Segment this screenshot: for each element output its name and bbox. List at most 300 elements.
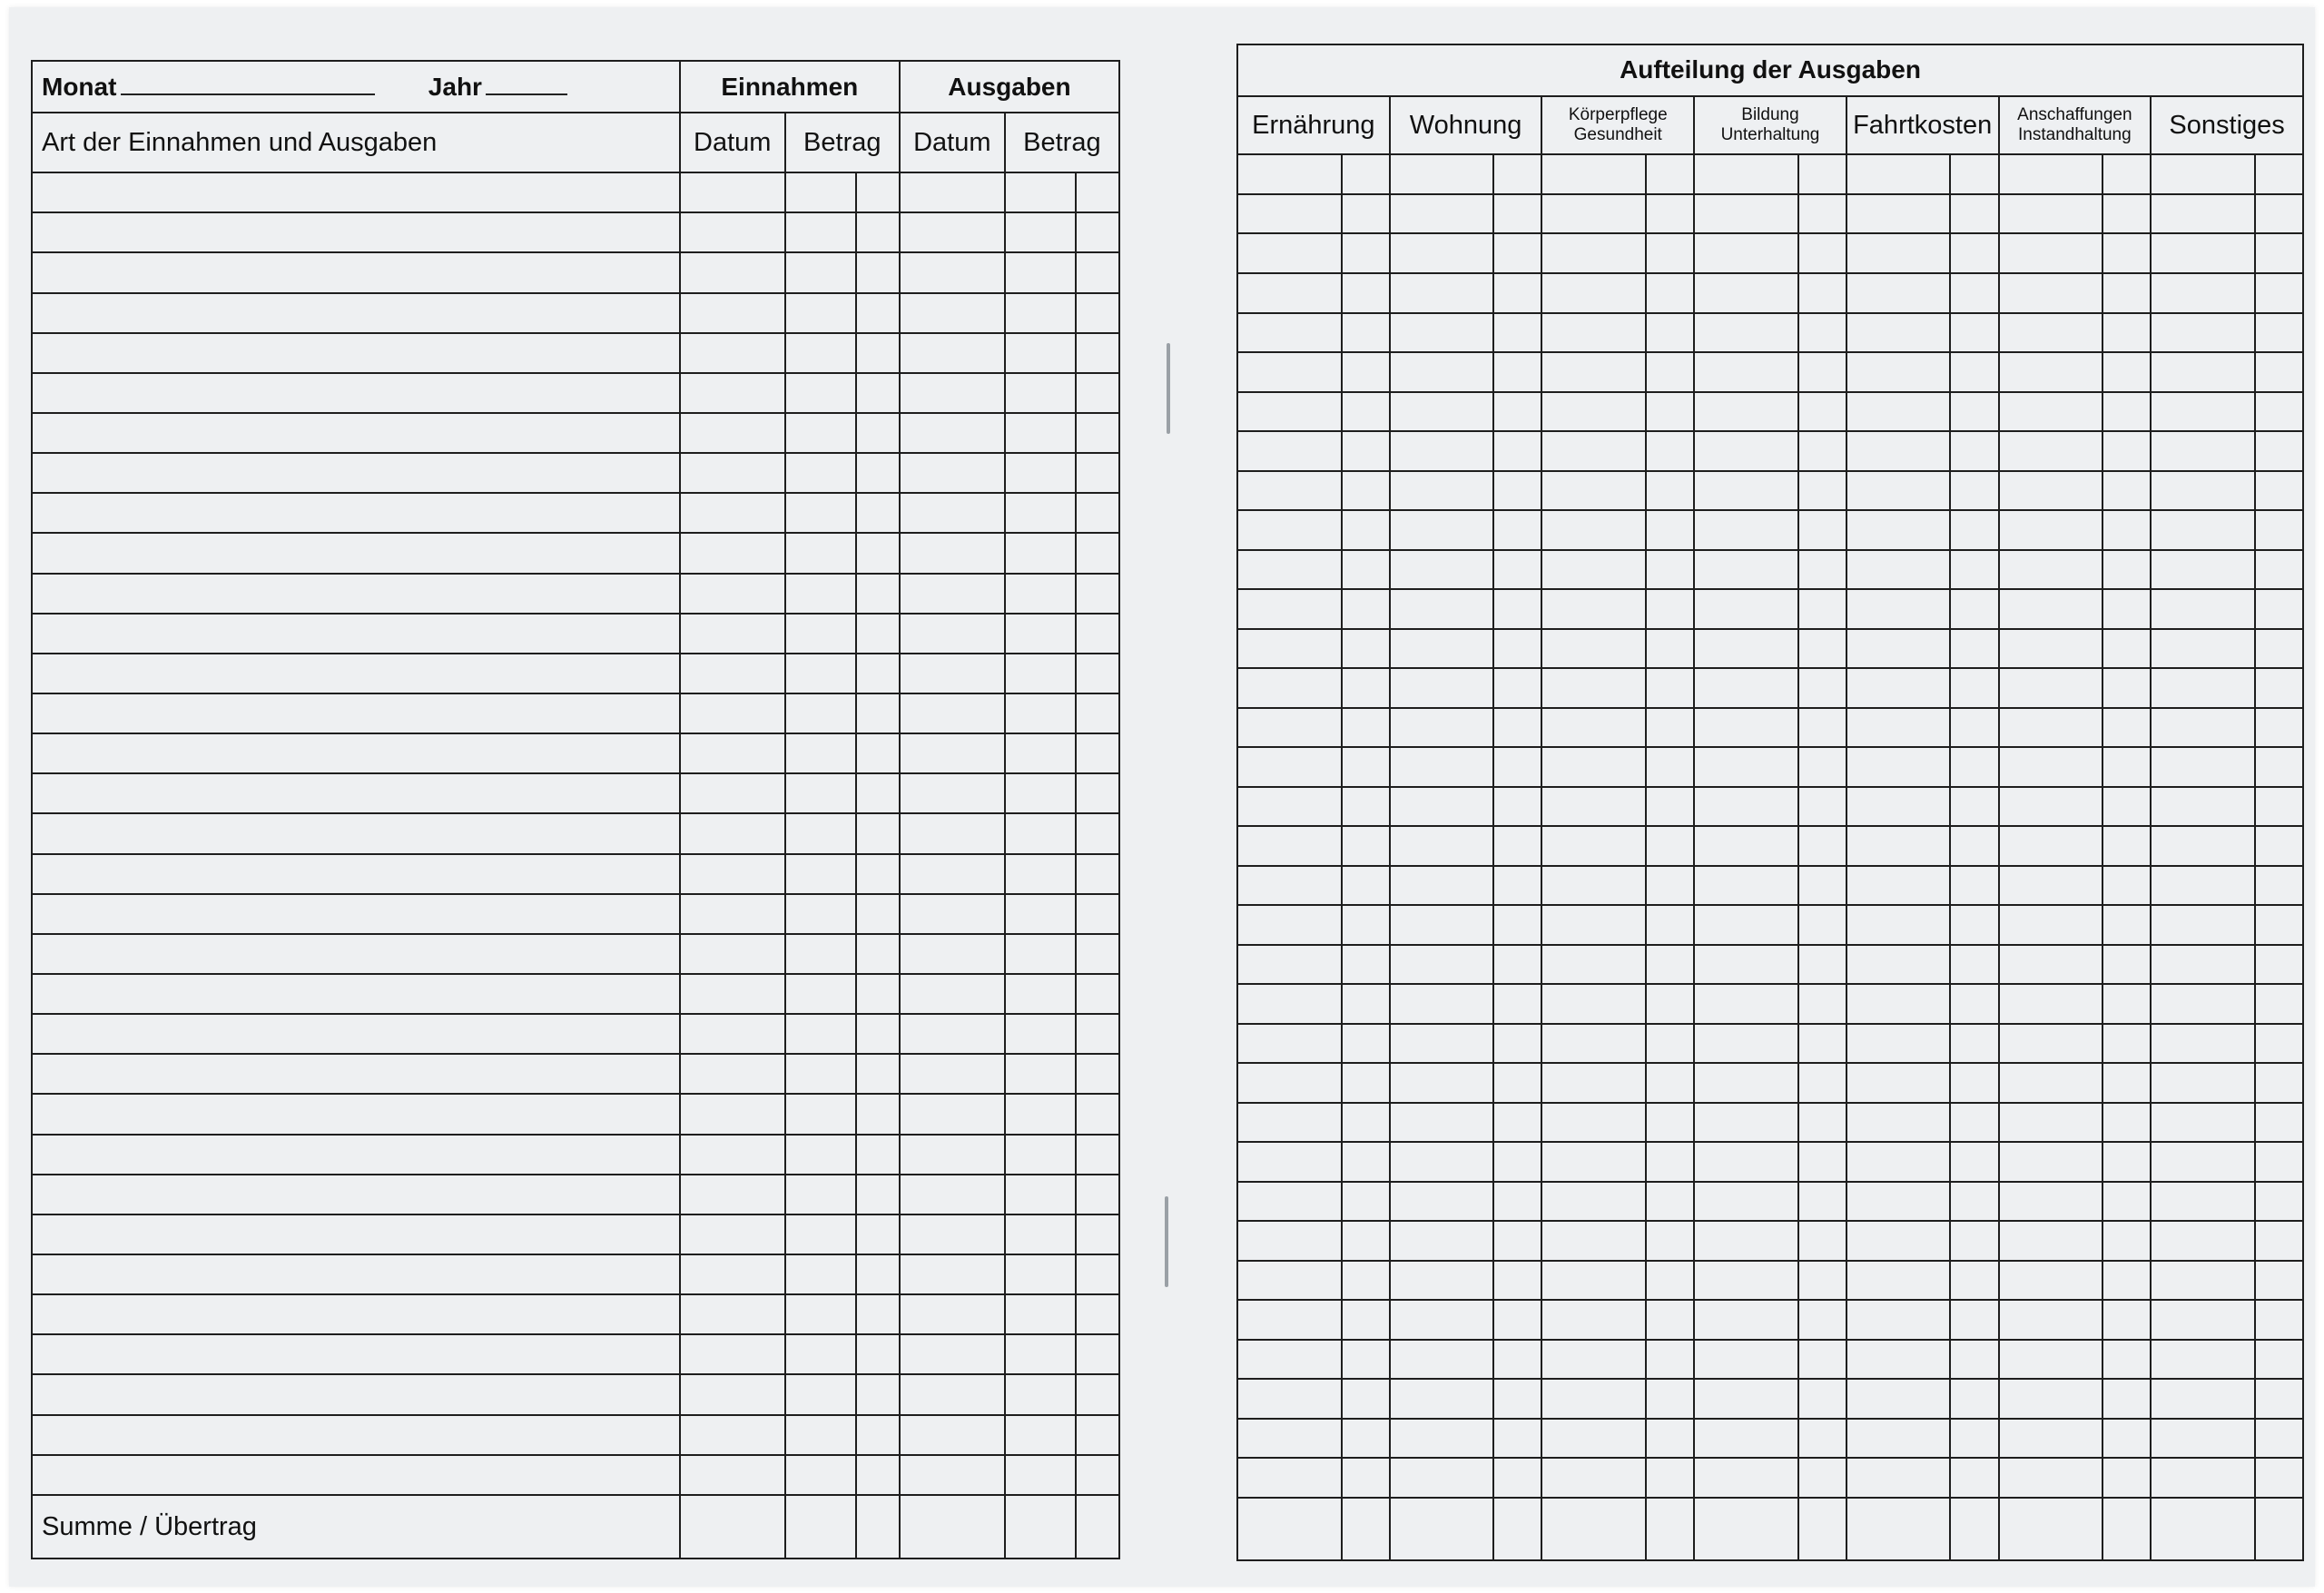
breakdown-cell[interactable]: [1798, 1221, 1846, 1261]
breakdown-cell[interactable]: [1646, 1379, 1694, 1419]
breakdown-cell[interactable]: [2151, 866, 2255, 906]
breakdown-cell[interactable]: [2151, 1142, 2255, 1182]
breakdown-cell[interactable]: [1694, 629, 1798, 669]
breakdown-cell[interactable]: [1342, 826, 1390, 866]
breakdown-cell[interactable]: [1342, 510, 1390, 550]
breakdown-cell[interactable]: [1646, 352, 1694, 392]
ledger-cell[interactable]: [32, 894, 680, 934]
ledger-cell[interactable]: [680, 1054, 785, 1094]
breakdown-cell[interactable]: [1342, 471, 1390, 511]
breakdown-cell[interactable]: [1342, 668, 1390, 708]
breakdown-cell[interactable]: [1950, 194, 1998, 234]
breakdown-cell[interactable]: [1342, 1221, 1390, 1261]
breakdown-cell[interactable]: [1694, 471, 1798, 511]
breakdown-cell[interactable]: [1390, 629, 1494, 669]
ledger-cell[interactable]: [32, 574, 680, 614]
ledger-cell[interactable]: [32, 1014, 680, 1054]
ledger-cell[interactable]: [856, 373, 900, 413]
breakdown-cell[interactable]: [1541, 984, 1646, 1024]
breakdown-cell[interactable]: [1846, 510, 1951, 550]
breakdown-cell[interactable]: [1541, 352, 1646, 392]
breakdown-cell[interactable]: [1694, 194, 1798, 234]
breakdown-cell[interactable]: [1846, 787, 1951, 827]
ledger-cell[interactable]: [900, 212, 1005, 252]
breakdown-cell[interactable]: [1390, 510, 1494, 550]
breakdown-cell[interactable]: [1694, 273, 1798, 313]
breakdown-cell[interactable]: [2151, 668, 2255, 708]
ledger-cell[interactable]: [680, 1175, 785, 1214]
breakdown-cell[interactable]: [2255, 1063, 2303, 1103]
breakdown-cell[interactable]: [1342, 787, 1390, 827]
breakdown-cell[interactable]: [1646, 313, 1694, 353]
breakdown-cell[interactable]: [2151, 905, 2255, 945]
breakdown-cell[interactable]: [1342, 945, 1390, 985]
breakdown-cell[interactable]: [1950, 352, 1998, 392]
ledger-cell[interactable]: [1076, 574, 1119, 614]
breakdown-cell[interactable]: [1646, 905, 1694, 945]
ledger-cell[interactable]: [900, 894, 1005, 934]
breakdown-cell[interactable]: [1798, 550, 1846, 590]
breakdown-cell[interactable]: [2102, 1063, 2151, 1103]
ledger-cell[interactable]: [680, 172, 785, 212]
breakdown-cell[interactable]: [1646, 510, 1694, 550]
breakdown-cell[interactable]: [1646, 708, 1694, 748]
breakdown-cell[interactable]: [1999, 510, 2103, 550]
breakdown-cell[interactable]: [2102, 1142, 2151, 1182]
breakdown-cell[interactable]: [2151, 273, 2255, 313]
breakdown-cell[interactable]: [1493, 510, 1541, 550]
breakdown-cell[interactable]: [1342, 550, 1390, 590]
breakdown-cell[interactable]: [1342, 1261, 1390, 1301]
breakdown-cell[interactable]: [1950, 273, 1998, 313]
breakdown-cell[interactable]: [1694, 1300, 1798, 1340]
ledger-cell[interactable]: [1005, 894, 1077, 934]
ledger-cell[interactable]: [1005, 1214, 1077, 1254]
breakdown-cell[interactable]: [2255, 194, 2303, 234]
breakdown-cell[interactable]: [1950, 629, 1998, 669]
breakdown-cell[interactable]: [1342, 1142, 1390, 1182]
breakdown-cell[interactable]: [2151, 194, 2255, 234]
breakdown-cell[interactable]: [1342, 273, 1390, 313]
breakdown-cell[interactable]: [1950, 550, 1998, 590]
ledger-cell[interactable]: [1005, 1254, 1077, 1294]
breakdown-cell[interactable]: [1390, 233, 1494, 273]
breakdown-cell[interactable]: [1493, 1300, 1541, 1340]
breakdown-cell[interactable]: [1541, 1103, 1646, 1143]
breakdown-cell[interactable]: [1798, 233, 1846, 273]
breakdown-cell[interactable]: [1237, 945, 1342, 985]
ledger-cell[interactable]: [1005, 1294, 1077, 1334]
breakdown-cell[interactable]: [1798, 392, 1846, 432]
ledger-cell[interactable]: [856, 172, 900, 212]
ledger-cell[interactable]: [856, 1014, 900, 1054]
ledger-cell[interactable]: [856, 1374, 900, 1414]
breakdown-cell[interactable]: [1999, 747, 2103, 787]
ledger-cell[interactable]: [785, 1175, 857, 1214]
breakdown-cell[interactable]: [1342, 1182, 1390, 1222]
breakdown-cell[interactable]: [1237, 233, 1342, 273]
breakdown-cell[interactable]: [1493, 826, 1541, 866]
breakdown-cell[interactable]: [1999, 984, 2103, 1024]
breakdown-cell[interactable]: [1950, 392, 1998, 432]
ledger-cell[interactable]: [900, 773, 1005, 813]
ledger-cell[interactable]: [900, 1054, 1005, 1094]
breakdown-cell[interactable]: [2102, 550, 2151, 590]
breakdown-cell[interactable]: [1694, 1063, 1798, 1103]
breakdown-cell[interactable]: [1798, 1261, 1846, 1301]
breakdown-cell[interactable]: [1694, 550, 1798, 590]
ledger-cell[interactable]: [1005, 293, 1077, 333]
ledger-cell[interactable]: [785, 1214, 857, 1254]
breakdown-cell[interactable]: [1390, 787, 1494, 827]
breakdown-cell[interactable]: [2255, 905, 2303, 945]
breakdown-cell[interactable]: [1390, 1063, 1494, 1103]
ledger-cell[interactable]: [785, 1334, 857, 1374]
breakdown-cell[interactable]: [1493, 1103, 1541, 1143]
summe-cell[interactable]: [680, 1495, 785, 1559]
breakdown-cell[interactable]: [1342, 629, 1390, 669]
breakdown-cell[interactable]: [1798, 1063, 1846, 1103]
ledger-cell[interactable]: [680, 614, 785, 654]
ledger-cell[interactable]: [32, 493, 680, 533]
ledger-cell[interactable]: [900, 1294, 1005, 1334]
breakdown-cell[interactable]: [1541, 510, 1646, 550]
breakdown-cell[interactable]: [1846, 984, 1951, 1024]
breakdown-cell[interactable]: [1541, 1379, 1646, 1419]
breakdown-cell[interactable]: [1798, 866, 1846, 906]
breakdown-cell[interactable]: [1999, 392, 2103, 432]
breakdown-cell[interactable]: [1342, 1300, 1390, 1340]
breakdown-cell[interactable]: [2151, 1063, 2255, 1103]
breakdown-cell[interactable]: [1646, 1300, 1694, 1340]
ledger-cell[interactable]: [680, 1014, 785, 1054]
breakdown-cell[interactable]: [1342, 431, 1390, 471]
breakdown-cell[interactable]: [1342, 708, 1390, 748]
ledger-cell[interactable]: [32, 1374, 680, 1414]
breakdown-cell[interactable]: [1999, 550, 2103, 590]
breakdown-cell[interactable]: [1541, 747, 1646, 787]
ledger-cell[interactable]: [1076, 1334, 1119, 1374]
breakdown-cell[interactable]: [1390, 273, 1494, 313]
ledger-cell[interactable]: [1005, 733, 1077, 773]
breakdown-cell[interactable]: [1646, 1103, 1694, 1143]
ledger-cell[interactable]: [856, 654, 900, 693]
breakdown-cell[interactable]: [1541, 668, 1646, 708]
breakdown-cell[interactable]: [1999, 1300, 2103, 1340]
breakdown-cell[interactable]: [1237, 1261, 1342, 1301]
monat-fill-line[interactable]: [121, 72, 375, 95]
breakdown-cell[interactable]: [1541, 866, 1646, 906]
breakdown-cell[interactable]: [1493, 747, 1541, 787]
ledger-cell[interactable]: [32, 1214, 680, 1254]
ledger-cell[interactable]: [680, 252, 785, 292]
breakdown-cell[interactable]: [1999, 154, 2103, 194]
breakdown-cell[interactable]: [2255, 866, 2303, 906]
ledger-cell[interactable]: [856, 614, 900, 654]
ledger-cell[interactable]: [900, 1135, 1005, 1175]
breakdown-cell[interactable]: [1342, 866, 1390, 906]
breakdown-cell[interactable]: [1237, 1458, 1342, 1498]
breakdown-cell[interactable]: [1541, 945, 1646, 985]
ledger-cell[interactable]: [32, 773, 680, 813]
breakdown-cell[interactable]: [2255, 510, 2303, 550]
breakdown-cell[interactable]: [1846, 589, 1951, 629]
breakdown-cell[interactable]: [1798, 905, 1846, 945]
breakdown-cell[interactable]: [1541, 431, 1646, 471]
breakdown-cell[interactable]: [2151, 392, 2255, 432]
ledger-cell[interactable]: [32, 1334, 680, 1374]
breakdown-cell[interactable]: [1390, 589, 1494, 629]
ledger-cell[interactable]: [32, 813, 680, 853]
ledger-cell[interactable]: [1005, 333, 1077, 373]
ledger-cell[interactable]: [32, 854, 680, 894]
breakdown-cell[interactable]: [1237, 1103, 1342, 1143]
breakdown-cell[interactable]: [1390, 1458, 1494, 1498]
breakdown-cell[interactable]: [2255, 984, 2303, 1024]
breakdown-cell[interactable]: [1342, 589, 1390, 629]
breakdown-cell[interactable]: [1390, 826, 1494, 866]
breakdown-cell[interactable]: [2255, 1142, 2303, 1182]
breakdown-cell[interactable]: [1846, 154, 1951, 194]
breakdown-cell[interactable]: [1541, 826, 1646, 866]
breakdown-cell[interactable]: [1798, 1419, 1846, 1459]
breakdown-cell[interactable]: [1798, 1142, 1846, 1182]
ledger-cell[interactable]: [900, 1374, 1005, 1414]
breakdown-cell[interactable]: [2102, 945, 2151, 985]
breakdown-cell[interactable]: [1950, 866, 1998, 906]
breakdown-cell[interactable]: [1646, 787, 1694, 827]
breakdown-cell[interactable]: [1390, 866, 1494, 906]
breakdown-cell[interactable]: [1541, 708, 1646, 748]
ledger-cell[interactable]: [900, 574, 1005, 614]
ledger-cell[interactable]: [785, 212, 857, 252]
ledger-cell[interactable]: [1005, 654, 1077, 693]
ledger-cell[interactable]: [1005, 1415, 1077, 1455]
breakdown-cell[interactable]: [1999, 471, 2103, 511]
ledger-cell[interactable]: [856, 333, 900, 373]
breakdown-cell[interactable]: [1846, 1221, 1951, 1261]
breakdown-cell[interactable]: [2151, 1103, 2255, 1143]
ledger-cell[interactable]: [900, 614, 1005, 654]
breakdown-cell[interactable]: [1694, 1142, 1798, 1182]
ledger-cell[interactable]: [785, 1135, 857, 1175]
breakdown-cell[interactable]: [1646, 1458, 1694, 1498]
breakdown-cell[interactable]: [1237, 510, 1342, 550]
breakdown-cell[interactable]: [2151, 708, 2255, 748]
breakdown-cell[interactable]: [2151, 1379, 2255, 1419]
ledger-cell[interactable]: [1005, 212, 1077, 252]
ledger-cell[interactable]: [900, 1094, 1005, 1134]
breakdown-cell[interactable]: [1541, 154, 1646, 194]
breakdown-cell[interactable]: [1846, 1261, 1951, 1301]
breakdown-cell[interactable]: [1694, 787, 1798, 827]
breakdown-cell[interactable]: [1493, 1142, 1541, 1182]
breakdown-cell[interactable]: [1694, 1340, 1798, 1380]
breakdown-cell[interactable]: [1646, 668, 1694, 708]
ledger-cell[interactable]: [680, 934, 785, 974]
ledger-cell[interactable]: [785, 654, 857, 693]
breakdown-cell[interactable]: [2151, 826, 2255, 866]
breakdown-cell[interactable]: [1846, 668, 1951, 708]
breakdown-cell[interactable]: [1798, 194, 1846, 234]
ledger-cell[interactable]: [32, 654, 680, 693]
ledger-cell[interactable]: [32, 413, 680, 453]
breakdown-cell[interactable]: [1237, 1419, 1342, 1459]
ledger-cell[interactable]: [680, 1254, 785, 1294]
breakdown-cell[interactable]: [1390, 1379, 1494, 1419]
ledger-cell[interactable]: [1005, 1455, 1077, 1495]
breakdown-cell[interactable]: [1846, 905, 1951, 945]
breakdown-cell[interactable]: [2255, 154, 2303, 194]
ledger-cell[interactable]: [900, 333, 1005, 373]
ledger-cell[interactable]: [856, 1175, 900, 1214]
breakdown-cell[interactable]: [1342, 1379, 1390, 1419]
ledger-cell[interactable]: [1005, 574, 1077, 614]
ledger-cell[interactable]: [785, 453, 857, 493]
ledger-cell[interactable]: [785, 614, 857, 654]
breakdown-cell[interactable]: [1846, 1182, 1951, 1222]
breakdown-cell[interactable]: [2102, 1458, 2151, 1498]
breakdown-cell[interactable]: [2102, 313, 2151, 353]
ledger-cell[interactable]: [1076, 212, 1119, 252]
ledger-cell[interactable]: [1076, 293, 1119, 333]
breakdown-cell[interactable]: [1646, 550, 1694, 590]
breakdown-cell[interactable]: [2255, 1419, 2303, 1459]
breakdown-cell[interactable]: [1237, 629, 1342, 669]
ledger-cell[interactable]: [785, 293, 857, 333]
ledger-cell[interactable]: [680, 1334, 785, 1374]
breakdown-cell[interactable]: [2255, 629, 2303, 669]
breakdown-cell[interactable]: [2102, 471, 2151, 511]
breakdown-cell[interactable]: [1846, 866, 1951, 906]
ledger-cell[interactable]: [900, 413, 1005, 453]
ledger-cell[interactable]: [1005, 373, 1077, 413]
ledger-cell[interactable]: [785, 172, 857, 212]
breakdown-cell[interactable]: [1950, 1261, 1998, 1301]
breakdown-cell[interactable]: [1493, 233, 1541, 273]
breakdown-cell[interactable]: [1694, 1182, 1798, 1222]
breakdown-cell[interactable]: [1493, 905, 1541, 945]
ledger-cell[interactable]: [32, 252, 680, 292]
ledger-cell[interactable]: [856, 733, 900, 773]
ledger-cell[interactable]: [1076, 493, 1119, 533]
ledger-cell[interactable]: [32, 1415, 680, 1455]
breakdown-cell[interactable]: [1950, 1182, 1998, 1222]
breakdown-cell[interactable]: [1950, 1142, 1998, 1182]
ledger-cell[interactable]: [856, 493, 900, 533]
ledger-cell[interactable]: [785, 373, 857, 413]
breakdown-cell[interactable]: [2151, 589, 2255, 629]
breakdown-cell[interactable]: [1390, 392, 1494, 432]
ledger-cell[interactable]: [32, 934, 680, 974]
ledger-cell[interactable]: [785, 854, 857, 894]
breakdown-cell[interactable]: [1541, 1340, 1646, 1380]
breakdown-cell[interactable]: [1798, 708, 1846, 748]
breakdown-cell[interactable]: [2102, 154, 2151, 194]
breakdown-cell[interactable]: [1999, 194, 2103, 234]
ledger-cell[interactable]: [900, 252, 1005, 292]
breakdown-cell[interactable]: [1999, 589, 2103, 629]
breakdown-cell[interactable]: [1846, 550, 1951, 590]
ledger-cell[interactable]: [856, 1334, 900, 1374]
breakdown-cell[interactable]: [1237, 747, 1342, 787]
breakdown-cell[interactable]: [1798, 1103, 1846, 1143]
ledger-cell[interactable]: [680, 293, 785, 333]
breakdown-cell[interactable]: [1541, 589, 1646, 629]
breakdown-cell[interactable]: [1646, 1340, 1694, 1380]
breakdown-cell[interactable]: [2151, 352, 2255, 392]
ledger-cell[interactable]: [680, 733, 785, 773]
breakdown-cell[interactable]: [1950, 708, 1998, 748]
breakdown-cell[interactable]: [1541, 1063, 1646, 1103]
summe-cell[interactable]: [900, 1495, 1005, 1559]
breakdown-sum-cell[interactable]: [1390, 1498, 1494, 1560]
ledger-cell[interactable]: [785, 533, 857, 573]
breakdown-cell[interactable]: [2255, 273, 2303, 313]
breakdown-cell[interactable]: [2255, 352, 2303, 392]
breakdown-cell[interactable]: [1950, 1103, 1998, 1143]
breakdown-cell[interactable]: [2255, 313, 2303, 353]
breakdown-cell[interactable]: [1493, 866, 1541, 906]
breakdown-cell[interactable]: [1493, 1063, 1541, 1103]
breakdown-cell[interactable]: [1950, 1379, 1998, 1419]
breakdown-cell[interactable]: [1390, 1300, 1494, 1340]
ledger-cell[interactable]: [900, 1415, 1005, 1455]
breakdown-cell[interactable]: [1694, 708, 1798, 748]
breakdown-cell[interactable]: [1237, 1142, 1342, 1182]
ledger-cell[interactable]: [1005, 1135, 1077, 1175]
ledger-cell[interactable]: [785, 333, 857, 373]
breakdown-cell[interactable]: [1694, 747, 1798, 787]
ledger-cell[interactable]: [1076, 1455, 1119, 1495]
ledger-cell[interactable]: [1005, 1054, 1077, 1094]
breakdown-cell[interactable]: [2102, 787, 2151, 827]
ledger-cell[interactable]: [785, 773, 857, 813]
ledger-cell[interactable]: [856, 974, 900, 1014]
breakdown-cell[interactable]: [2151, 313, 2255, 353]
breakdown-cell[interactable]: [1342, 194, 1390, 234]
breakdown-cell[interactable]: [1493, 1261, 1541, 1301]
ledger-cell[interactable]: [1076, 813, 1119, 853]
ledger-cell[interactable]: [900, 533, 1005, 573]
ledger-cell[interactable]: [856, 813, 900, 853]
ledger-cell[interactable]: [1005, 854, 1077, 894]
ledger-cell[interactable]: [785, 1294, 857, 1334]
ledger-cell[interactable]: [1076, 934, 1119, 974]
breakdown-cell[interactable]: [1390, 708, 1494, 748]
breakdown-cell[interactable]: [2151, 787, 2255, 827]
breakdown-cell[interactable]: [1390, 471, 1494, 511]
breakdown-cell[interactable]: [1342, 984, 1390, 1024]
breakdown-cell[interactable]: [2102, 1300, 2151, 1340]
ledger-cell[interactable]: [1005, 172, 1077, 212]
breakdown-cell[interactable]: [1342, 313, 1390, 353]
breakdown-cell[interactable]: [1846, 1103, 1951, 1143]
breakdown-cell[interactable]: [1694, 313, 1798, 353]
ledger-cell[interactable]: [856, 1415, 900, 1455]
breakdown-cell[interactable]: [1950, 1419, 1998, 1459]
ledger-cell[interactable]: [32, 1455, 680, 1495]
ledger-cell[interactable]: [680, 333, 785, 373]
ledger-cell[interactable]: [32, 533, 680, 573]
breakdown-cell[interactable]: [1237, 1221, 1342, 1261]
breakdown-cell[interactable]: [1541, 471, 1646, 511]
breakdown-cell[interactable]: [1493, 471, 1541, 511]
breakdown-cell[interactable]: [1950, 984, 1998, 1024]
breakdown-cell[interactable]: [1390, 313, 1494, 353]
ledger-cell[interactable]: [32, 1054, 680, 1094]
breakdown-cell[interactable]: [1646, 1419, 1694, 1459]
